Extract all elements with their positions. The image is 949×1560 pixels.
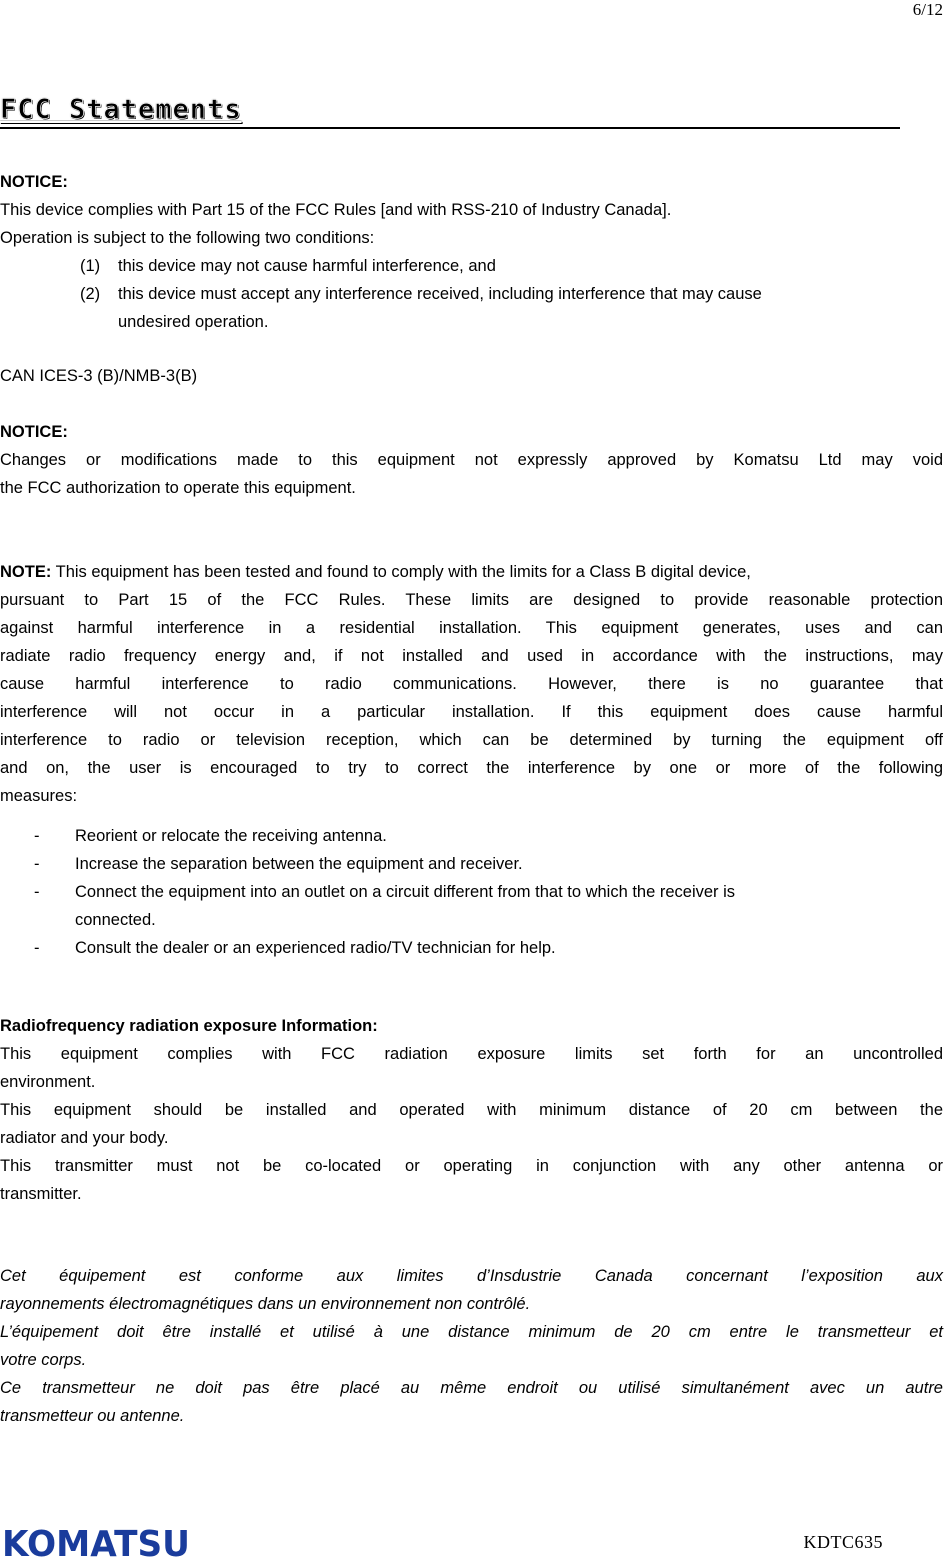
ices-text: CAN ICES-3 (B)/NMB-3(B) — [0, 367, 198, 385]
french-text: L’équipement doit être installé et utilisé à une distance minimum de 20 cm entre le transmetteur et — [0, 1323, 943, 1341]
list-item-text: Consult the dealer or an experienced radio/TV technician for help. — [75, 939, 556, 957]
document-code: KDTC635 — [803, 1532, 883, 1552]
list-item-text: Reorient or relocate the receiving antenna. — [75, 827, 387, 845]
rf-text: This equipment should be installed and operated with minimum distance of 20 cm between the — [0, 1101, 943, 1119]
note-text: against harmful interference in a residential installation. This equipment generates, uses and can — [0, 619, 943, 637]
notice-text: the FCC authorization to operate this equipment. — [0, 479, 356, 497]
list-item — [0, 934, 943, 962]
komatsu-logo — [2, 1525, 192, 1559]
rf-exposure-section — [0, 1012, 943, 1208]
list-item — [0, 822, 943, 850]
notice-label: NOTICE: — [0, 173, 68, 191]
list-item — [0, 850, 943, 878]
french-text: votre corps. — [0, 1351, 87, 1369]
note-section — [0, 558, 949, 586]
note-text: and on, the user is encouraged to try to correct the interference by one or more of the following — [0, 759, 943, 777]
condition-text: this device may not cause harmful interference, and — [118, 257, 496, 275]
list-item-text: Connect the equipment into an outlet on a circuit different from that to which the receiver is — [75, 883, 736, 901]
note-text: measures: — [0, 787, 78, 805]
ices-section — [0, 362, 943, 390]
page-title-text: FCC Statements — [0, 94, 242, 125]
notice-label: NOTICE: — [0, 423, 68, 441]
condition-item — [0, 252, 943, 280]
measures-list — [0, 822, 943, 962]
condition-text-continued: undesired operation. — [118, 313, 269, 331]
rf-text: environment. — [0, 1073, 96, 1091]
notice-text: Changes or modifications made to this equipment not expressly approved by Komatsu Ltd may void — [0, 451, 943, 469]
rf-text: This equipment complies with FCC radiation exposure limits set forth for an uncontrolled — [0, 1045, 943, 1063]
rf-title: Radiofrequency radiation exposure Information: — [0, 1017, 378, 1035]
french-text: Cet équipement est conforme aux limites d’Insdustrie Canada concernant l’exposition aux — [0, 1267, 943, 1285]
dash-marker: - — [34, 883, 40, 901]
dash-marker: - — [34, 855, 40, 873]
french-text: transmetteur ou antenne. — [0, 1407, 185, 1425]
note-text: radiate radio frequency energy and, if not installed and used in accordance with the instructions, may — [0, 647, 943, 665]
list-item-text: Increase the separation between the equipment and receiver. — [75, 855, 523, 873]
page-number: 6/12 — [912, 0, 943, 19]
list-item — [0, 878, 943, 906]
komatsu-logo-text: KOMATSU — [2, 1525, 190, 1559]
note-text: interference will not occur in a particular installation. If this equipment does cause harmful — [0, 703, 943, 721]
condition-number: (1) — [80, 257, 101, 275]
list-item-text-continued: connected. — [75, 911, 156, 929]
french-text: Ce transmetteur ne doit pas être placé au même endroit ou utilisé simultanément avec un autre — [0, 1379, 943, 1397]
rf-text: radiator and your body. — [0, 1129, 169, 1147]
page-title — [0, 94, 900, 129]
condition-item — [0, 280, 943, 308]
note-label: NOTE: — [0, 563, 52, 581]
note-text: pursuant to Part 15 of the FCC Rules. These limits are designed to provide reasonable protection — [0, 591, 943, 609]
dash-marker: - — [34, 827, 40, 845]
rf-text: This transmitter must not be co-located or operating in conjunction with any other antenna or — [0, 1157, 943, 1175]
note-text: interference to radio or television reception, which can be determined by turning the equipment off — [0, 731, 943, 749]
condition-number: (2) — [80, 285, 101, 303]
dash-marker: - — [34, 939, 40, 957]
french-text: rayonnements électromagnétiques dans un environnement non contrôlé. — [0, 1295, 531, 1313]
notice-text: Operation is subject to the following two conditions: — [0, 229, 375, 247]
french-section — [0, 1262, 943, 1430]
note-first-line — [0, 558, 949, 586]
rf-text: transmitter. — [0, 1185, 82, 1203]
condition-text: this device must accept any interference received, including interference that may cause — [118, 285, 762, 303]
note-text: This equipment has been tested and found to comply with the limits for a Class B digital device, — [51, 563, 751, 581]
notice-section-1 — [0, 168, 943, 336]
notice-text: This device complies with Part 15 of the FCC Rules [and with RSS-210 of Industry Canada]. — [0, 201, 672, 219]
note-text: cause harmful interference to radio communications. However, there is no guarantee that — [0, 675, 943, 693]
notice-section-2 — [0, 418, 943, 502]
note-body — [0, 586, 943, 810]
